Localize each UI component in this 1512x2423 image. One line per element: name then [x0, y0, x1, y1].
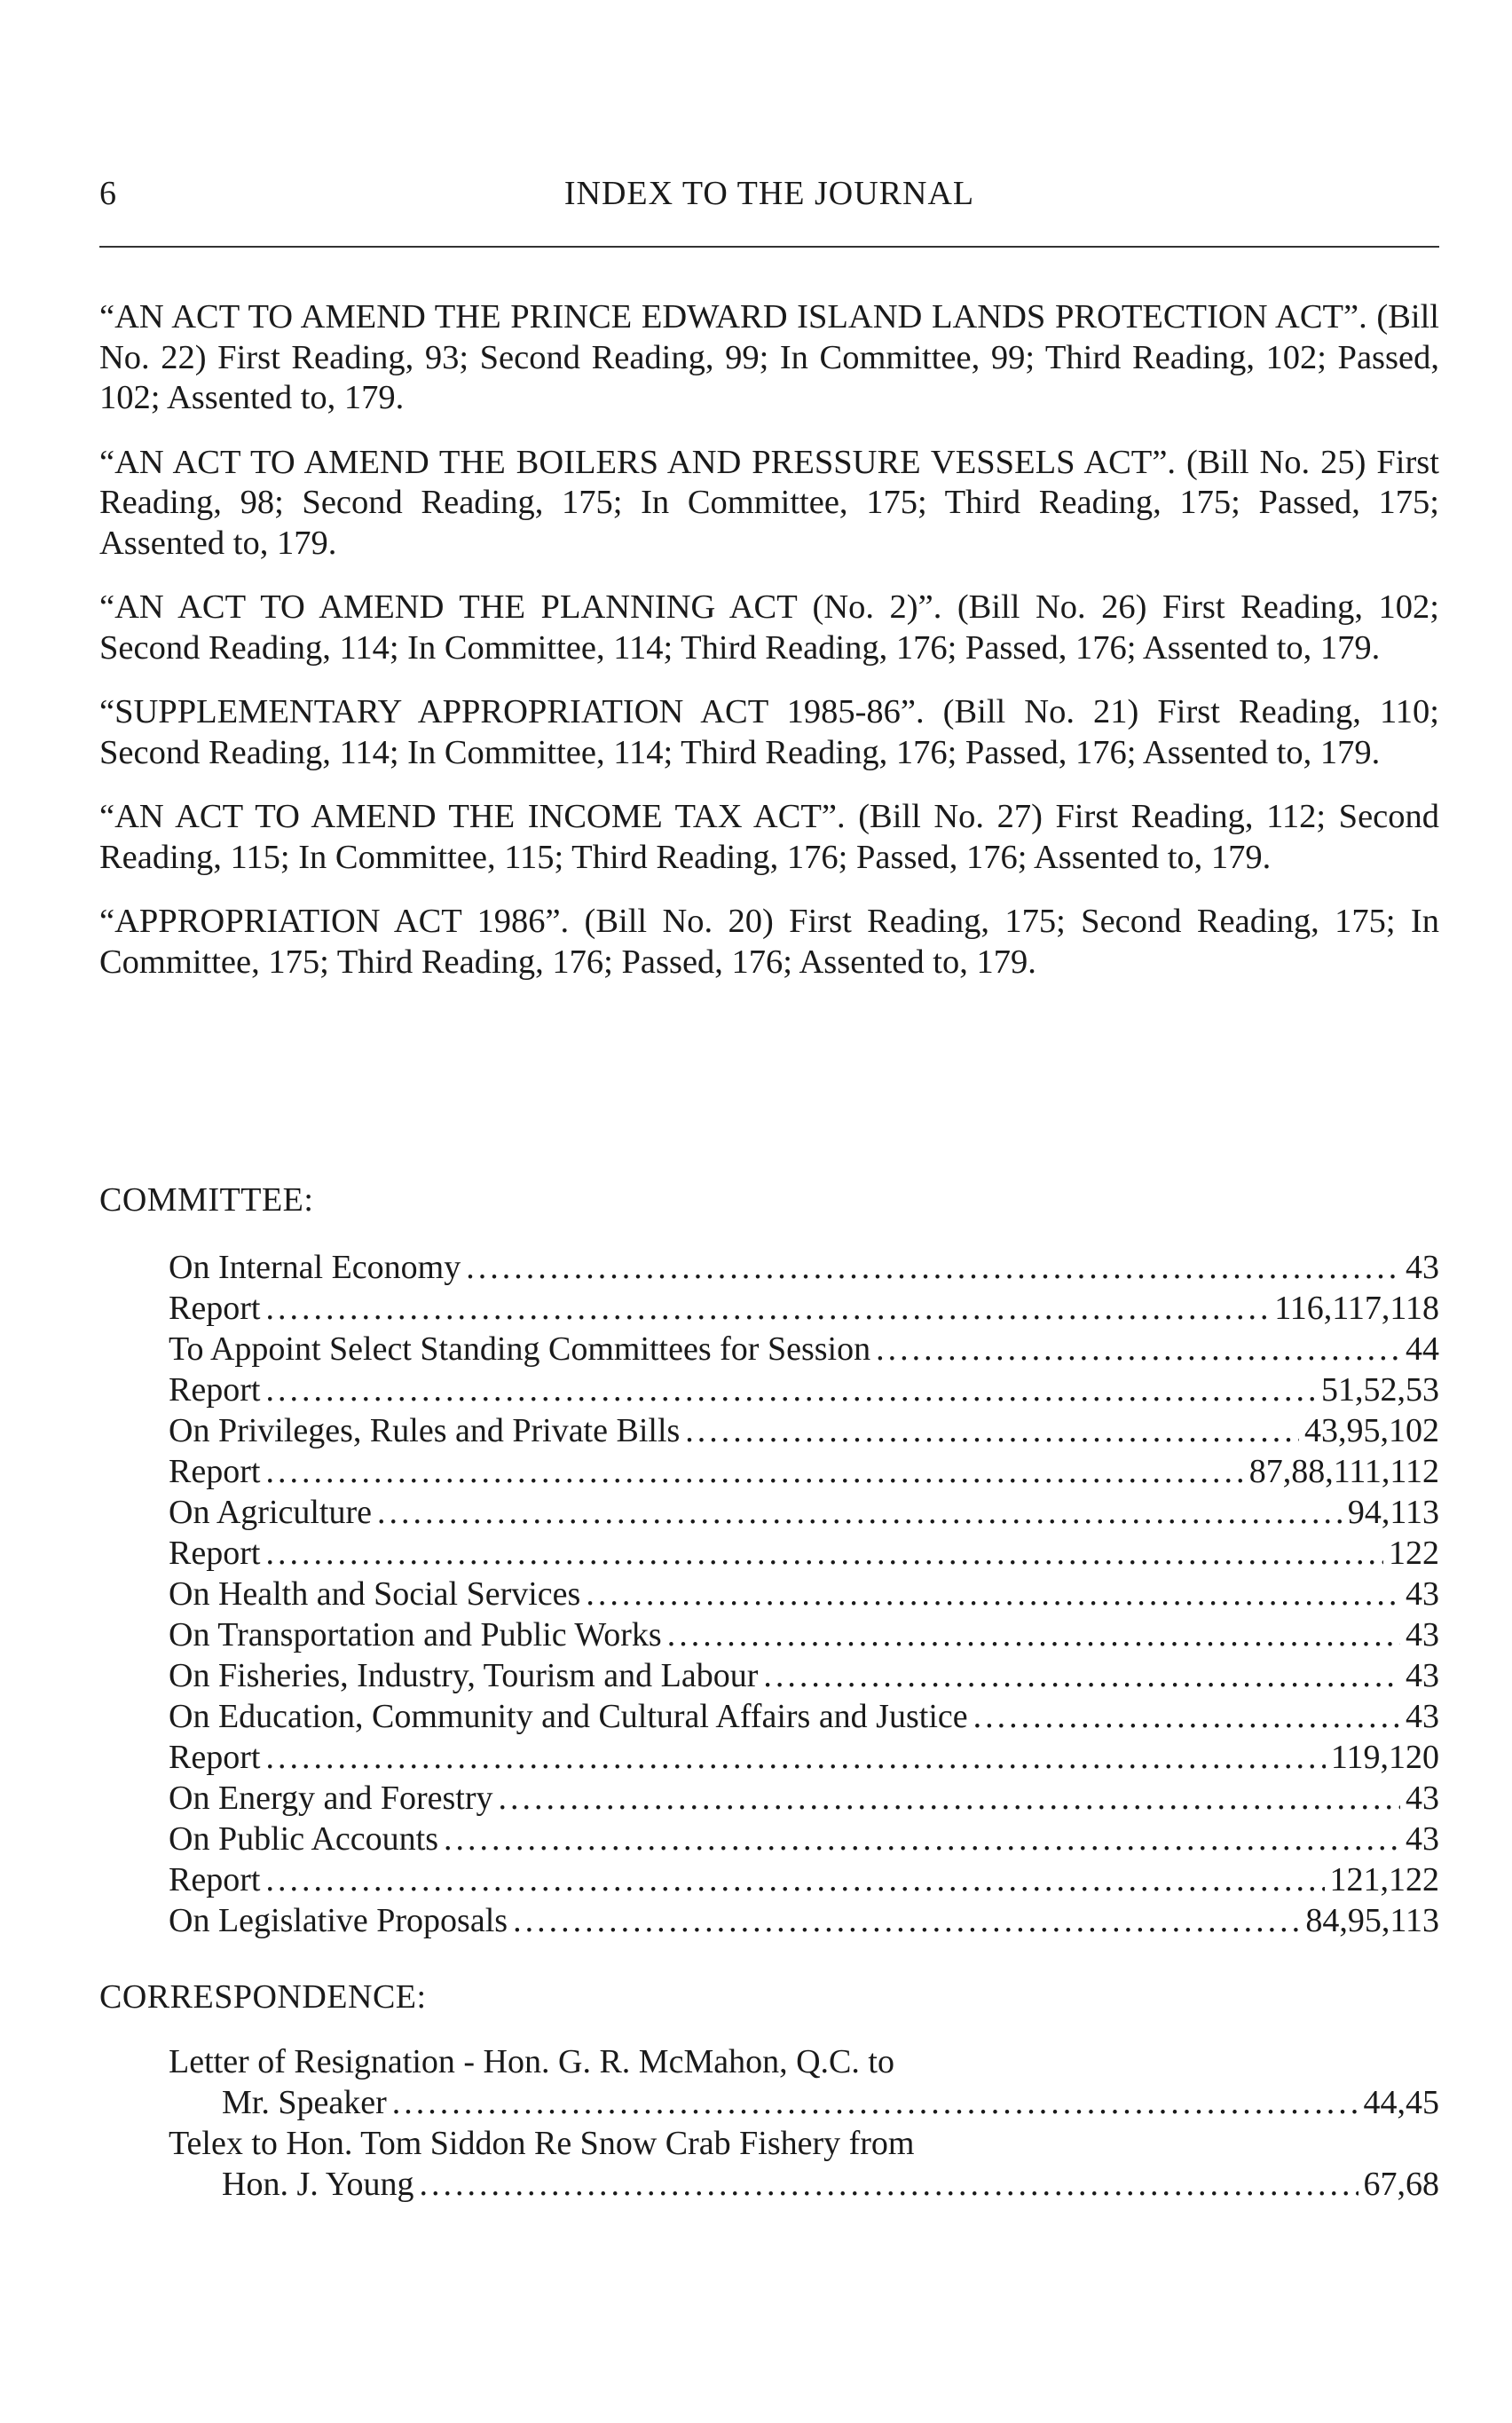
entry-label: On Health and Social Services	[169, 1575, 581, 1613]
entry-pages: 43	[1406, 1657, 1439, 1694]
committee-entry	[169, 1492, 1439, 1533]
entry-label: On Transportation and Public Works	[169, 1616, 662, 1653]
correspondence-entry	[169, 2123, 1439, 2205]
committee-entry	[169, 1329, 1439, 1369]
entry-pages: 44,45	[1363, 2084, 1439, 2121]
committee-entry	[169, 1369, 1439, 1410]
entry-pages: 116,117,118	[1274, 1290, 1439, 1327]
dot-leader	[392, 2082, 1358, 2123]
bill-entry: “AN ACT TO AMEND THE PRINCE EDWARD ISLAND LANDS PROTECTION ACT”. (Bill No. 22) First Reading, 93; Second Reading, 99; In Committee, 99; Third Reading, 102; Passed, 102; Assented to, 179.	[99, 298, 1439, 416]
entry-pages: 67,68	[1363, 2166, 1439, 2203]
committee-heading: COMMITTEE:	[99, 1181, 314, 1219]
dot-leader	[685, 1410, 1299, 1451]
bill-entry: “AN ACT TO AMEND THE INCOME TAX ACT”. (Bill No. 27) First Reading, 112; Second Reading, 115; In Committee, 115; Third Reading, 176; Passed, 176; Assented to, 179.	[99, 798, 1439, 876]
committee-entry	[169, 1859, 1439, 1900]
committee-entry	[169, 1737, 1439, 1778]
entry-label: On Agriculture	[169, 1494, 373, 1531]
dot-leader	[667, 1614, 1400, 1655]
entry-pages: 122	[1389, 1535, 1439, 1572]
committee-entry	[169, 1696, 1439, 1737]
committee-entry	[169, 1410, 1439, 1451]
dot-leader	[265, 1369, 1316, 1410]
entry-pages: 84,95,113	[1305, 1902, 1439, 1939]
entry-label: Report	[169, 1739, 261, 1776]
page-number: 6	[99, 175, 117, 212]
committee-list	[169, 1247, 1439, 1941]
entry-pages: 51,52,53	[1321, 1371, 1439, 1409]
entry-title: Letter of Resignation - Hon. G. R. McMahon, Q.C. to	[169, 2043, 894, 2080]
bill-entry: “AN ACT TO AMEND THE BOILERS AND PRESSURE VESSELS ACT”. (Bill No. 25) First Reading, 98; Second Reading, 175; In Committee, 175; Third Reading, 175; Passed, 175; Assented to, 179.	[99, 443, 1439, 562]
committee-entry	[169, 1819, 1439, 1859]
bill-entry: “SUPPLEMENTARY APPROPRIATION ACT 1985-86”. (Bill No. 21) First Reading, 110; Second Reading, 114; In Committee, 114; Third Reading, 176; Passed, 176; Assented to, 179.	[99, 693, 1439, 771]
entry-title: Telex to Hon. Tom Siddon Re Snow Crab Fishery from	[169, 2125, 915, 2162]
committee-entry	[169, 1451, 1439, 1492]
entry-pages: 44	[1406, 1330, 1439, 1368]
entry-label: Report	[169, 1535, 261, 1572]
correspondence-heading: CORRESPONDENCE:	[99, 1978, 427, 2016]
entry-label: On Fisheries, Industry, Tourism and Labour	[169, 1657, 759, 1694]
dot-leader	[265, 1533, 1383, 1574]
entry-label: Report	[169, 1371, 261, 1409]
entry-label: On Privileges, Rules and Private Bills	[169, 1412, 681, 1449]
dot-leader	[265, 1859, 1324, 1900]
entry-label: On Education, Community and Cultural Affairs and Justice	[169, 1698, 968, 1735]
entry-label: Report	[169, 1453, 261, 1490]
bill-entry: “APPROPRIATION ACT 1986”. (Bill No. 20) First Reading, 175; Second Reading, 175; In Committee, 175; Third Reading, 176; Passed, 176; Assented to, 179.	[99, 903, 1439, 981]
dot-leader	[499, 1778, 1400, 1819]
dot-leader	[586, 1574, 1400, 1614]
correspondence-list	[169, 2041, 1439, 2205]
entry-pages: 43	[1406, 1698, 1439, 1735]
entry-label: Mr. Speaker	[222, 2084, 387, 2121]
dot-leader	[419, 2164, 1358, 2205]
dot-leader	[265, 1451, 1243, 1492]
entry-label: To Appoint Select Standing Committees for Session	[169, 1330, 871, 1368]
committee-entry	[169, 1574, 1439, 1614]
committee-entry	[169, 1247, 1439, 1288]
entry-label: On Legislative Proposals	[169, 1902, 508, 1939]
committee-entry	[169, 1614, 1439, 1655]
page-header	[99, 174, 1439, 218]
entry-pages: 94,113	[1347, 1494, 1439, 1531]
dot-leader	[444, 1819, 1400, 1859]
correspondence-entry	[169, 2041, 1439, 2123]
entry-pages: 43	[1406, 1616, 1439, 1653]
entry-pages: 121,122	[1329, 1861, 1439, 1898]
dot-leader	[876, 1329, 1400, 1369]
committee-entry	[169, 1655, 1439, 1696]
entry-label: On Public Accounts	[169, 1820, 438, 1858]
entry-label: On Internal Economy	[169, 1249, 461, 1286]
bills-list	[99, 297, 1439, 1006]
committee-entry	[169, 1288, 1439, 1329]
entry-pages: 43	[1406, 1249, 1439, 1286]
committee-entry	[169, 1533, 1439, 1574]
entry-label: Hon. J. Young	[222, 2166, 414, 2203]
dot-leader	[763, 1655, 1400, 1696]
dot-leader	[265, 1737, 1325, 1778]
entry-label: Report	[169, 1290, 261, 1327]
dot-leader	[513, 1900, 1300, 1941]
dot-leader	[265, 1288, 1269, 1329]
committee-entry	[169, 1900, 1439, 1941]
entry-pages: 43	[1406, 1820, 1439, 1858]
dot-leader	[973, 1696, 1400, 1737]
dot-leader	[466, 1247, 1400, 1288]
entry-pages: 119,120	[1330, 1739, 1439, 1776]
entry-pages: 43,95,102	[1304, 1412, 1439, 1449]
committee-entry	[169, 1778, 1439, 1819]
header-rule	[99, 246, 1439, 248]
entry-pages: 43	[1406, 1575, 1439, 1613]
entry-pages: 43	[1406, 1780, 1439, 1817]
entry-continuation	[169, 2082, 1439, 2123]
dot-leader	[377, 1492, 1343, 1533]
entry-label: On Energy and Forestry	[169, 1780, 493, 1817]
entry-continuation	[169, 2164, 1439, 2205]
running-head: INDEX TO THE JOURNAL	[563, 175, 975, 212]
entry-pages: 87,88,111,112	[1248, 1453, 1439, 1490]
entry-label: Report	[169, 1861, 261, 1898]
bill-entry: “AN ACT TO AMEND THE PLANNING ACT (No. 2)”. (Bill No. 26) First Reading, 102; Second Reading, 114; In Committee, 114; Third Reading, 176; Passed, 176; Assented to, 179.	[99, 588, 1439, 667]
